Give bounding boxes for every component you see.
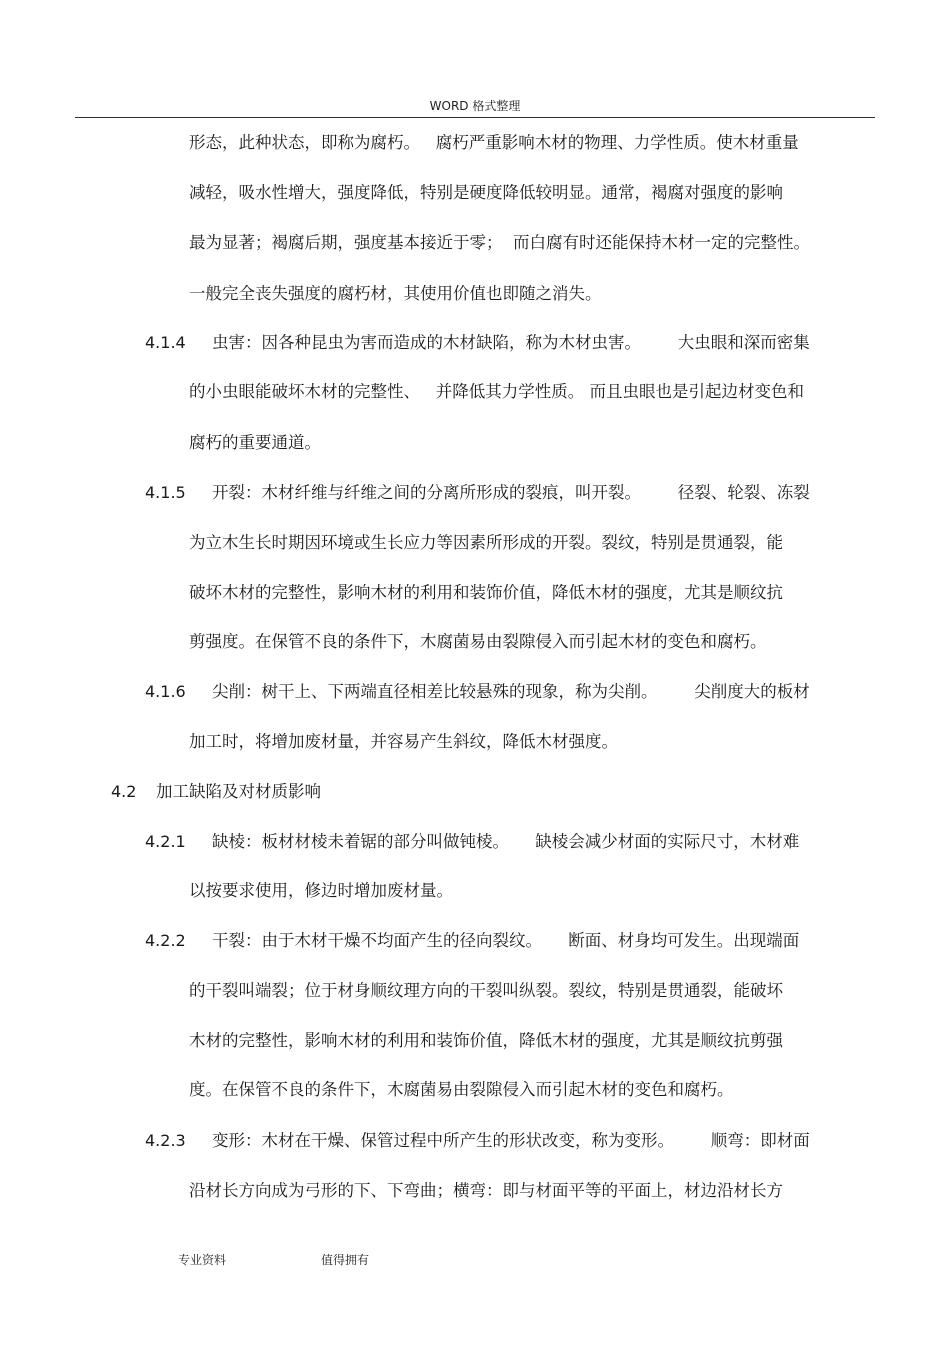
text-line: 为立木生长时期因环境或生长应力等因素所形成的开裂。裂纹，特别是贯通裂，能 [189, 533, 783, 552]
text-line: 一般完全丧失强度的腐朽材，其使用价值也即随之消失。 [189, 284, 602, 303]
section-number: 4.2 [111, 782, 137, 801]
text-line: 以按要求使用，修边时增加废材量。 [189, 881, 453, 900]
section-number: 4.2.2 [145, 931, 186, 950]
section-number: 4.1.6 [145, 682, 186, 701]
text-line: 剪强度。在保管不良的条件下，木腐菌易由裂隙侵入而引起木材的变色和腐朽。 [189, 632, 767, 651]
footer-right: 值得拥有 [321, 1253, 370, 1267]
page-header: WORD 格式整理 [429, 99, 521, 113]
footer-left: 专业资料 [178, 1253, 227, 1267]
header-divider [75, 117, 875, 118]
text-line: 形态，此种状态，即称为腐朽。 腐朽严重影响木材的物理、力学性质。使木材重量 [189, 133, 799, 152]
section-heading: 加工缺陷及对材质影响 [156, 782, 321, 801]
section-number: 4.1.5 [145, 483, 186, 502]
text-line: 虫害：因各种昆虫为害而造成的木材缺陷，称为木材虫害。 大虫眼和深而密集 [212, 333, 810, 352]
text-line: 破坏木材的完整性，影响木材的利用和装饰价值，降低木材的强度，尤其是顺纹抗 [189, 583, 783, 602]
text-line: 的小虫眼能破坏木材的完整性、 并降低其力学性质。 而且虫眼也是引起边材变色和 [189, 382, 804, 401]
text-line: 的干裂叫端裂；位于材身顺纹理方向的干裂叫纵裂。裂纹，特别是贯通裂，能破坏 [189, 981, 783, 1000]
text-line: 加工时，将增加废材量，并容易产生斜纹，降低木材强度。 [189, 732, 618, 751]
section-number: 4.2.1 [145, 832, 186, 851]
text-line: 尖削：树干上、下两端直径相差比较悬殊的现象，称为尖削。 尖削度大的板材 [212, 682, 810, 701]
text-line: 最为显著；褐腐后期，强度基本接近于零； 而白腐有时还能保持木材一定的完整性。 [189, 233, 810, 252]
text-line: 沿材长方向成为弓形的下、下弯曲；横弯：即与材面平等的平面上，材边沿材长方 [189, 1181, 783, 1200]
text-line: 腐朽的重要通道。 [189, 433, 321, 452]
section-number: 4.2.3 [145, 1131, 186, 1150]
text-line: 变形：木材在干燥、保管过程中所产生的形状改变，称为变形。 顺弯：即材面 [212, 1131, 810, 1150]
text-line: 缺棱：板材材棱未着锯的部分叫做钝棱。 缺棱会减少材面的实际尺寸，木材难 [212, 832, 800, 851]
text-line: 开裂：木材纤维与纤维之间的分离所形成的裂痕，叫开裂。 径裂、轮裂、冻裂 [212, 483, 810, 502]
text-line: 干裂：由于木材干燥不均面产生的径向裂纹。 断面、材身均可发生。出现端面 [212, 931, 800, 950]
section-number: 4.1.4 [145, 333, 186, 352]
text-line: 木材的完整性，影响木材的利用和装饰价值，降低木材的强度，尤其是顺纹抗剪强 [189, 1031, 783, 1050]
text-line: 度。在保管不良的条件下，木腐菌易由裂隙侵入而引起木材的变色和腐朽。 [189, 1080, 734, 1099]
text-line: 减轻，吸水性增大，强度降低，特别是硬度降低较明显。通常，褐腐对强度的影响 [189, 183, 783, 202]
